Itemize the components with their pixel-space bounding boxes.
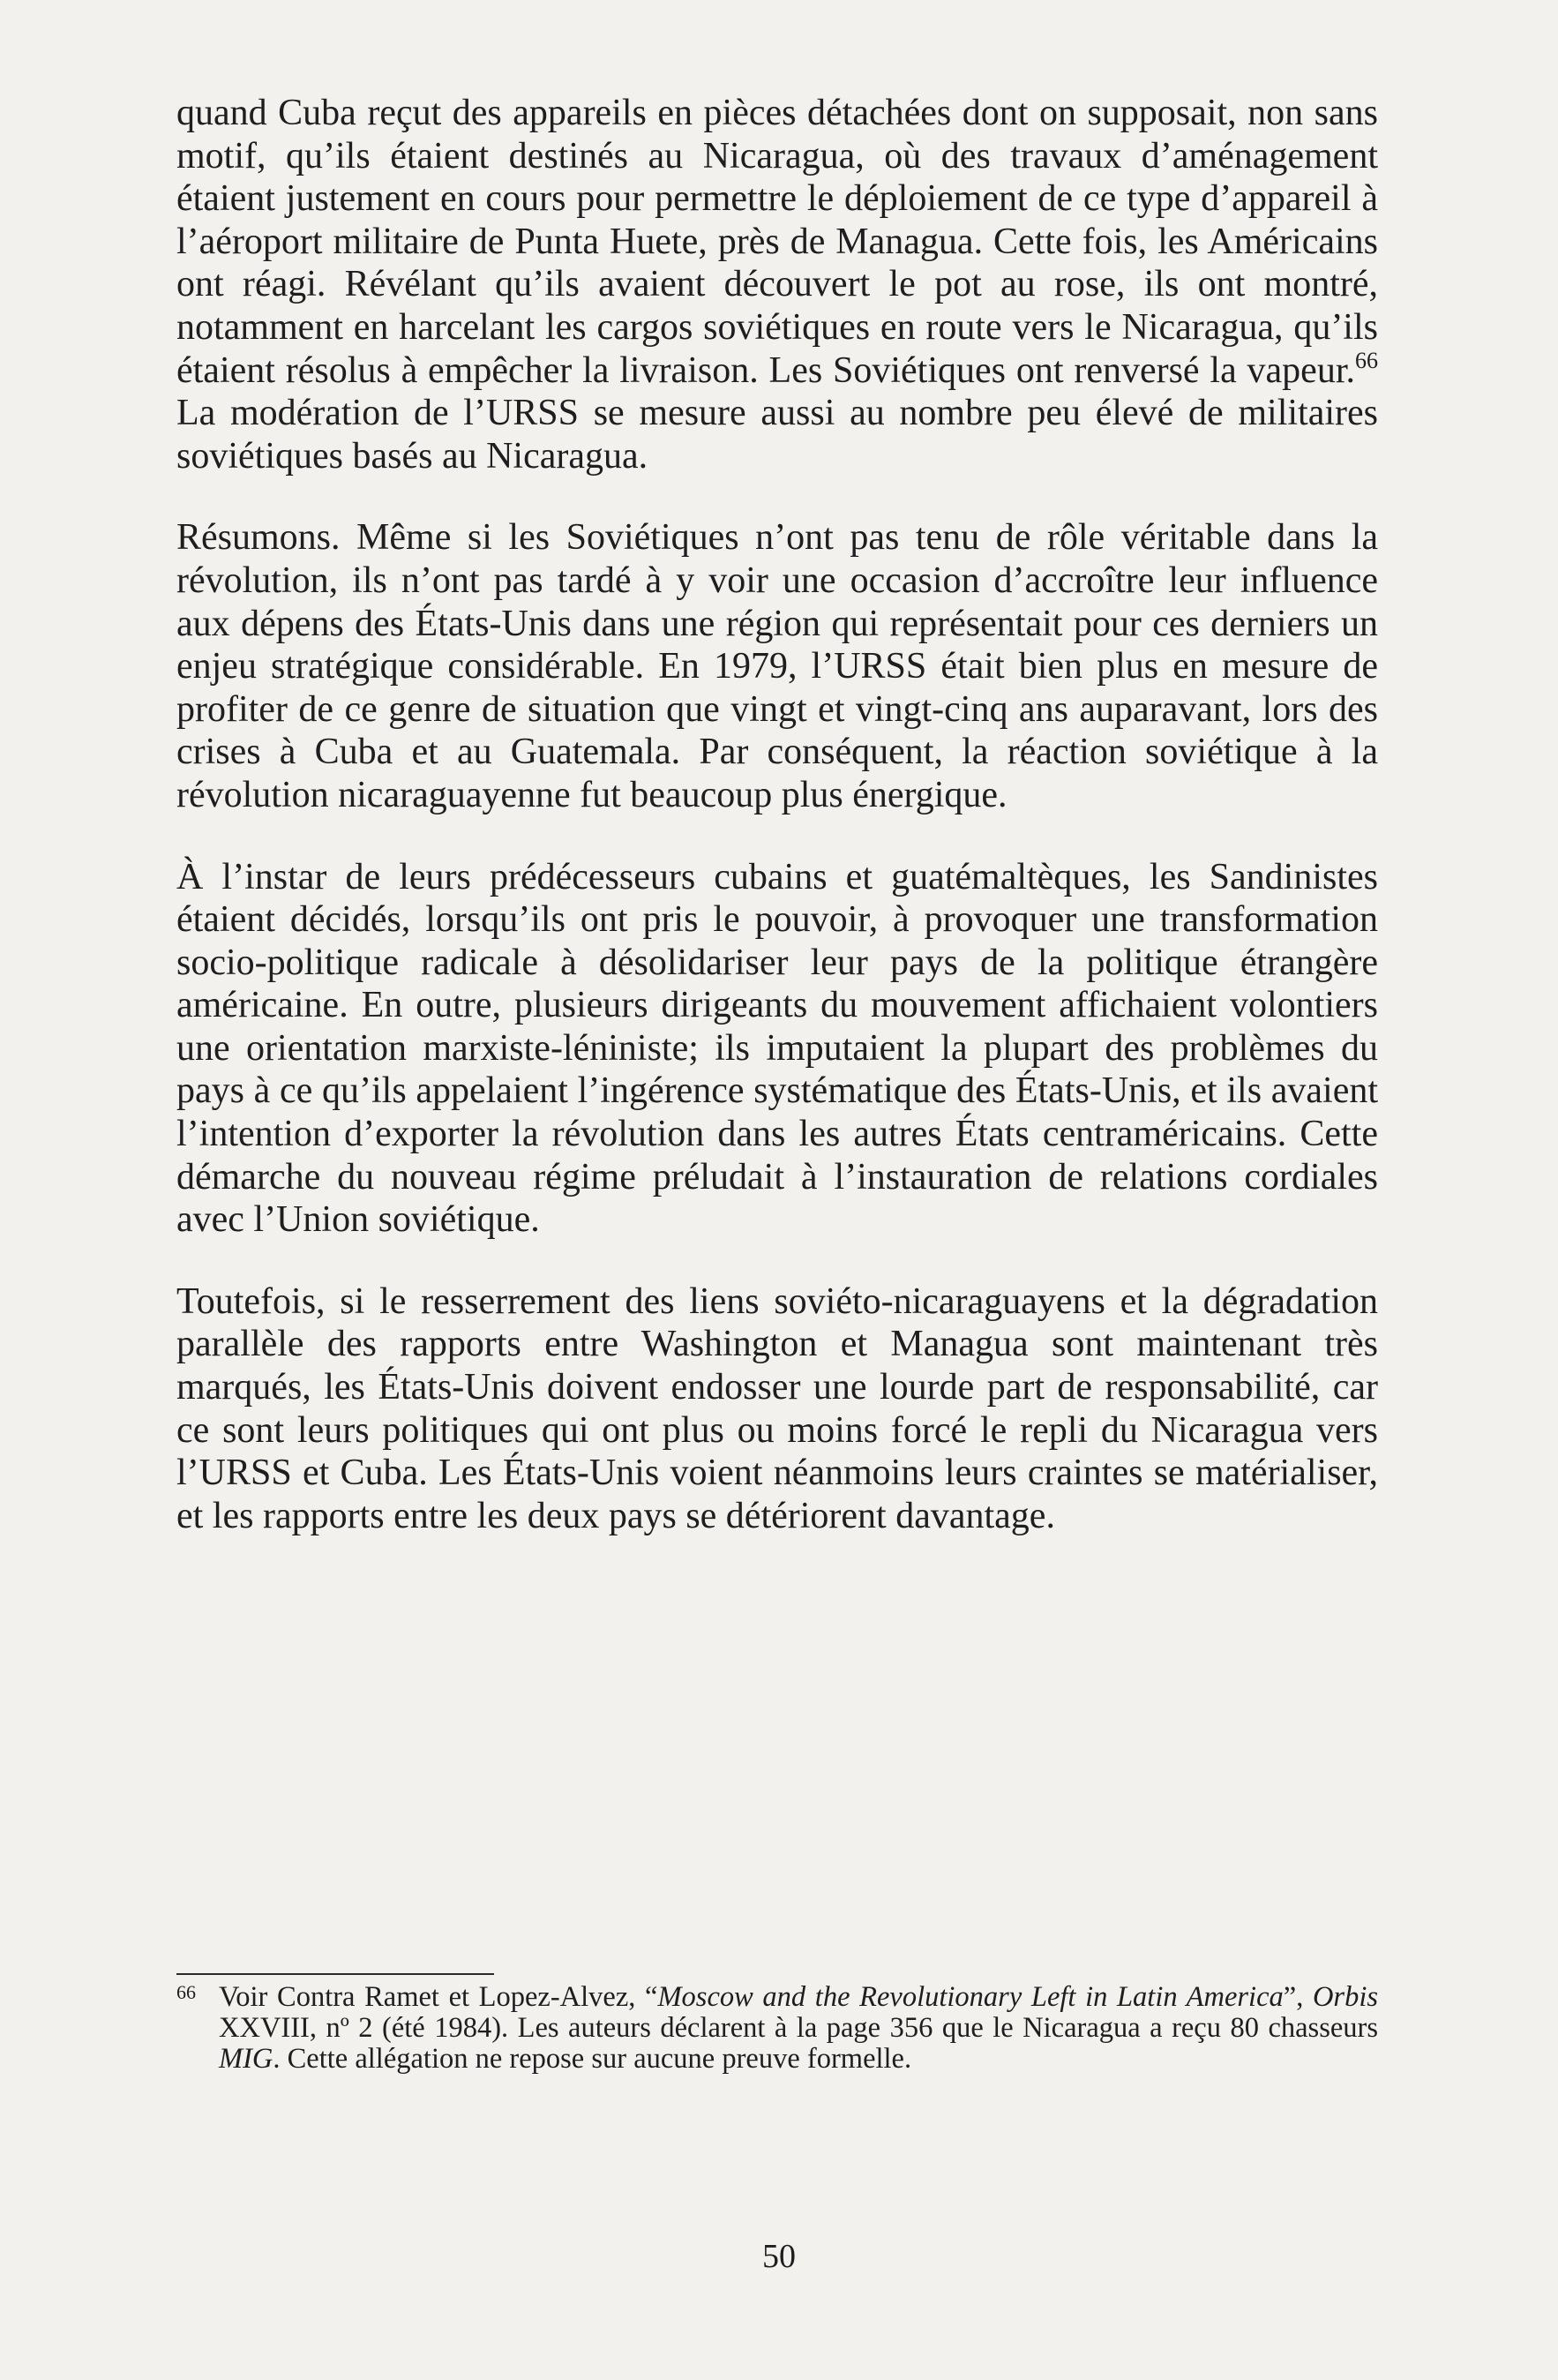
footnote-divider <box>176 1973 494 1975</box>
paragraph-4: Toutefois, si le resserrement des liens soviéto-nicaraguayens et la dégradation parallèle des rapports entre Washington et Managua sont maintenant très marqués, les États-Unis doivent endosser une lourde part de responsabilité, car ce sont leurs politiques qui ont plus ou moins forcé le repli du Nicaragua vers l’URSS et Cuba. Les États-Unis voient néanmoins leurs craintes se matérialiser, et les rapports entre les deux pays se détériorent davantage. <box>176 1280 1378 1536</box>
paragraph-1 <box>176 92 1378 477</box>
paragraph-2: Résumons. Même si les Soviétiques n’ont pas tenu de rôle véritable dans la révolution, ils n’ont pas tardé à y voir une occasion d’accroître leur influence aux dépens des États-Unis dans une région qui représentait pour ces derniers un enjeu stratégique considérable. En 1979, l’URSS était bien plus en mesure de profiter de ce genre de situation que vingt et vingt-cinq ans auparavant, lors des crises à Cuba et au Guatemala. Par conséquent, la réaction soviétique à la révolution nicaraguayenne fut beaucoup plus énergique. <box>176 517 1378 815</box>
page-number: 50 <box>762 2238 796 2275</box>
aircraft-name: MIG <box>219 2043 273 2075</box>
footnote-text <box>219 1982 1378 2075</box>
paragraph-1-text: quand Cuba reçut des appareils en pièces détachées dont on supposait, non sans motif, qu’ils étaient destinés au Nicaragua, où des travaux d’aménagement étaient justement en cours pour permettre le déploiement de ce type d’appareil à l’aéroport militaire de Punta Huete, près de Managua. Cette fois, les Américains ont réagi. Révélant qu’ils avaient découvert le pot au rose, ils ont montré, notamment en harcelant les cargos soviétiques en route vers le Nicaragua, qu’ils étaient résolus à empêcher la livraison. Les Soviétiques ont renversé la vapeur. <box>176 93 1378 391</box>
cited-article-title: Moscow and the Revolutionary Left in Latin America <box>657 1981 1284 2013</box>
footnote-text-part: ”, <box>1283 1981 1313 2013</box>
footnote-number: 66 <box>176 1981 196 2003</box>
paragraph-1-continuation: La modération de l’URSS se mesure aussi au nombre peu élevé de militaires soviétiques basés au Nicaragua. <box>176 393 1378 477</box>
body-text <box>176 92 1378 1576</box>
paragraph-3: À l’instar de leurs prédécesseurs cubains et guatémaltèques, les Sandinistes étaient décidés, lorsqu’ils ont pris le pouvoir, à provoquer une transformation socio-politique radicale à désolidariser leur pays de la politique étrangère américaine. En outre, plusieurs dirigeants du mouvement affichaient volontiers une orientation marxiste-léniniste; ils imputaient la plupart des problèmes du pays à ce qu’ils appelaient l’ingérence systématique des États-Unis, et ils avaient l’intention d’exporter la révolution dans les autres États centraméricains. Cette démarche du nouveau régime préludait à l’instauration de relations cordiales avec l’Union soviétique. <box>176 856 1378 1241</box>
footnote-text-part: Voir Contra Ramet et Lopez-Alvez, “ <box>219 1981 658 2013</box>
footnote-text-part: XXVIII, nº 2 (été 1984). Les auteurs déclarent à la page 356 que le Nicaragua a reçu 80 chasseurs <box>219 2012 1378 2044</box>
cited-journal: Orbis <box>1312 1981 1378 2013</box>
footnote-66 <box>176 1982 1378 2075</box>
footnote-reference: 66 <box>1355 347 1378 373</box>
footnote-text-part: . Cette allégation ne repose sur aucune preuve formelle. <box>273 2043 912 2075</box>
